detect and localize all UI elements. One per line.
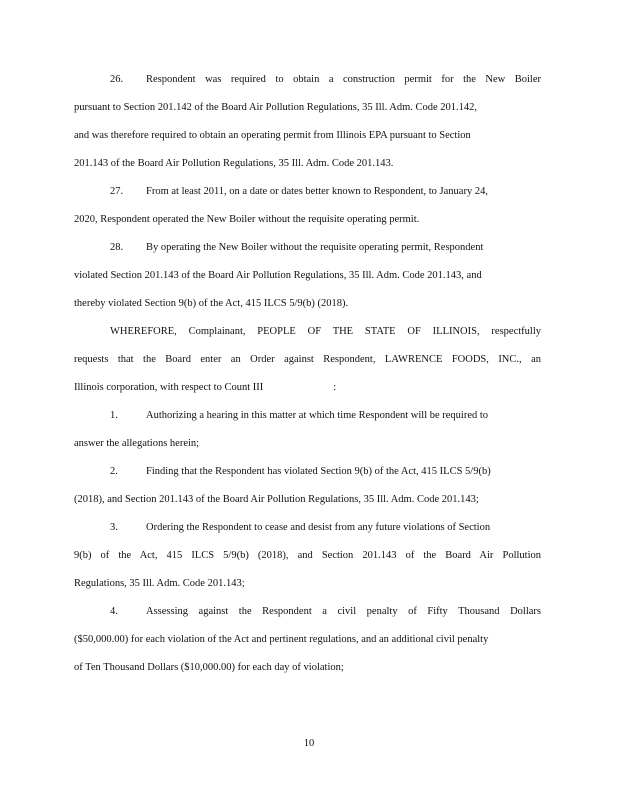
relief-1-line-2: answer the allegations herein; (74, 438, 200, 449)
paragraph-28-line-2: violated Section 201.143 of the Board Air Pollution Regulations, 35 Ill. Adm. Code 201.143, and (74, 270, 482, 281)
wherefore-colon: : (333, 382, 337, 393)
relief-2-line-2: (2018), and Section 201.143 of the Board Air Pollution Regulations, 35 Ill. Adm. Code 201.143; (74, 494, 479, 505)
page-number: 10 (303, 738, 315, 749)
relief-2-line-1: 2. Finding that the Respondent has violated Section 9(b) of the Act, 415 ILCS 5/9(b) (110, 466, 491, 477)
relief-4-number: 4. (110, 606, 118, 617)
relief-2-number: 2. (110, 466, 118, 477)
paragraph-26-line-2: pursuant to Section 201.142 of the Board Air Pollution Regulations, 35 Ill. Adm. Code 201.142, (74, 102, 478, 113)
relief-4-line-3: of Ten Thousand Dollars ($10,000.00) for each day of violation; (74, 662, 344, 673)
wherefore-line-1: WHEREFORE, Complainant, PEOPLE OF THE STATE OF ILLINOIS, respectfully (110, 326, 541, 337)
paragraph-26-number: 26. (110, 74, 124, 85)
relief-4-line-2: ($50,000.00) for each violation of the Act and pertinent regulations, and an additional civil penalty (74, 634, 489, 645)
wherefore-line-3: Illinois corporation, with respect to Count III : (74, 382, 337, 393)
paragraph-27-line-2: 2020, Respondent operated the New Boiler without the requisite operating permit. (74, 214, 420, 225)
paragraph-28-number: 28. (110, 242, 124, 253)
paragraph-27-number: 27. (110, 186, 124, 197)
wherefore-line-2: requests that the Board enter an Order against Respondent, LAWRENCE FOODS, INC., an (74, 354, 541, 365)
paragraph-28-line-1: 28. By operating the New Boiler without the requisite operating permit, Respondent (110, 242, 484, 253)
paragraph-28-line-3: thereby violated Section 9(b) of the Act, 415 ILCS 5/9(b) (2018). (74, 298, 349, 309)
relief-1-number: 1. (110, 410, 118, 421)
paragraph-26-line-1: 26. Respondent was required to obtain a construction permit for the New Boiler (110, 74, 541, 85)
paragraph-26-line-3: and was therefore required to obtain an operating permit from Illinois EPA pursuant to Section (74, 130, 471, 141)
relief-3-line-2: 9(b) of the Act, 415 ILCS 5/9(b) (2018), and Section 201.143 of the Board Air Pollution (74, 550, 541, 561)
paragraph-27-line-1: 27. From at least 2011, on a date or dates better known to Respondent, to January 24, (110, 186, 488, 197)
relief-3-line-3: Regulations, 35 Ill. Adm. Code 201.143; (74, 578, 245, 589)
paragraph-26-line-4: 201.143 of the Board Air Pollution Regulations, 35 Ill. Adm. Code 201.143. (74, 158, 394, 169)
relief-1-line-1: 1. Authorizing a hearing in this matter at which time Respondent will be required to (110, 410, 489, 421)
relief-3-line-1: 3. Ordering the Respondent to cease and desist from any future violations of Section (110, 522, 491, 533)
relief-4-line-1: 4. Assessing against the Respondent a civil penalty of Fifty Thousand Dollars (110, 606, 541, 617)
relief-3-number: 3. (110, 522, 118, 533)
